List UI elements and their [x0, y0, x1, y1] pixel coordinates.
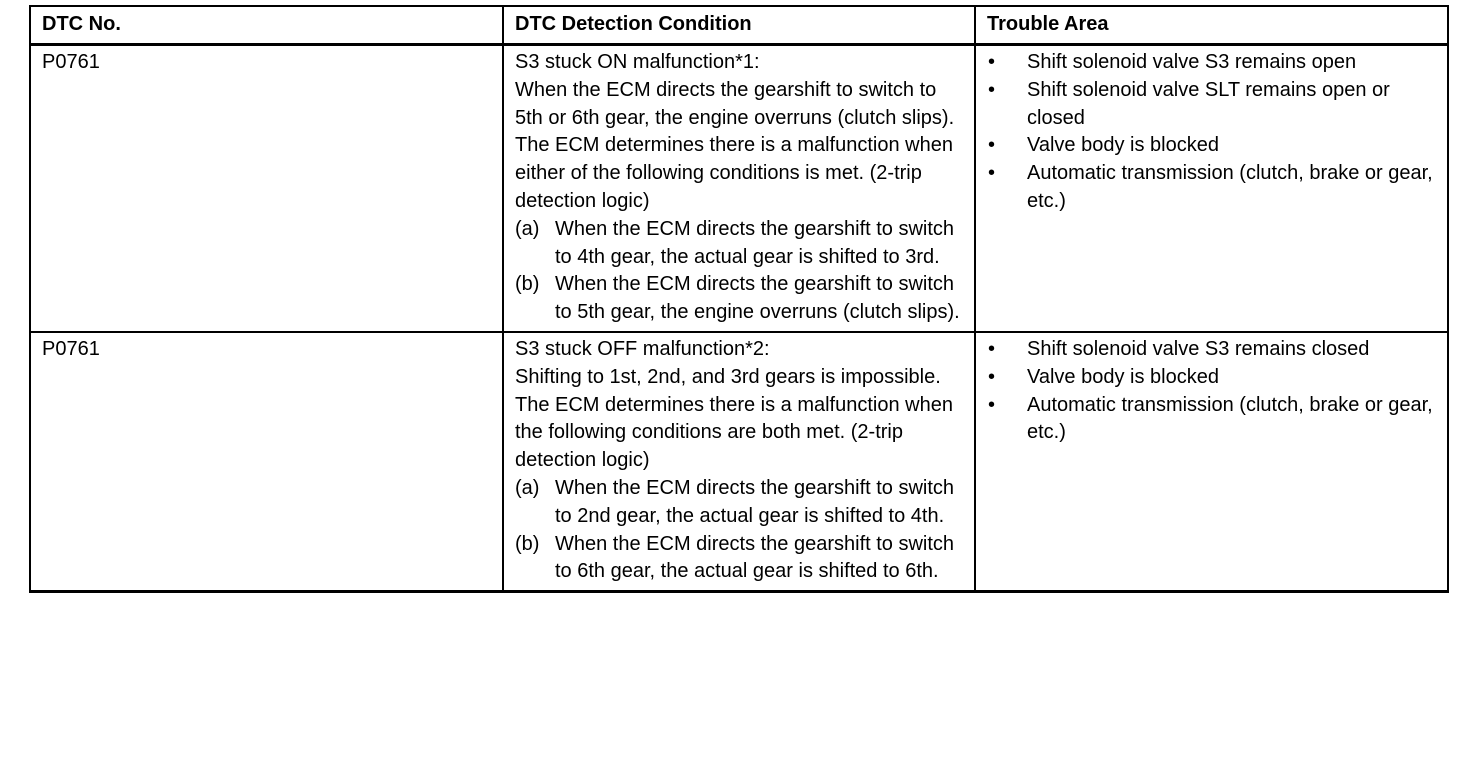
trouble-item-text: Shift solenoid valve SLT remains open or closed — [1027, 78, 1390, 129]
condition-cell — [503, 45, 975, 332]
list-item — [987, 77, 1437, 133]
table-header — [30, 6, 1448, 45]
trouble-item-text: Valve body is blocked — [1027, 134, 1219, 157]
condition-title: S3 stuck ON malfunction*1: — [515, 51, 760, 73]
sub-item-marker: (a) — [515, 476, 540, 499]
trouble-item-text: Shift solenoid valve S3 remains open — [1027, 51, 1357, 73]
condition-text: When the ECM directs the gearshift to switch to 5th or 6th gear, the engine overruns (clutch slips). — [515, 78, 955, 129]
bullet-icon: • — [988, 162, 996, 185]
list-item — [987, 160, 1437, 216]
bullet-icon: • — [988, 365, 996, 388]
dtc-table — [29, 5, 1449, 593]
trouble-item-text: Valve body is blocked — [1027, 365, 1219, 388]
trouble-item-text: Automatic transmission (clutch, brake or gear, etc.) — [1027, 162, 1433, 212]
bullet-icon: • — [988, 134, 996, 157]
list-item — [987, 364, 1437, 392]
header-detection-condition: DTC Detection Condition — [503, 6, 975, 45]
list-item — [987, 392, 1437, 448]
bullet-icon: • — [988, 337, 996, 360]
condition-sub-item — [515, 271, 964, 327]
list-item — [987, 49, 1437, 77]
condition-text: The ECM determines there is a malfunction when either of the following conditions is met. (2-trip detection logic) — [515, 134, 953, 212]
bullet-icon: • — [988, 78, 996, 101]
bullet-icon: • — [988, 393, 996, 416]
dtc-cell: P0761 — [30, 332, 503, 592]
trouble-area-cell — [975, 332, 1448, 592]
table-body — [30, 45, 1448, 592]
list-item — [987, 132, 1437, 160]
list-item — [987, 336, 1437, 364]
condition-sub-item — [515, 475, 964, 531]
condition-title: S3 stuck OFF malfunction*2: — [515, 337, 770, 360]
sub-item-marker: (a) — [515, 217, 540, 240]
condition-text: Shifting to 1st, 2nd, and 3rd gears is impossible. — [515, 365, 941, 388]
sub-item-text: When the ECM directs the gearshift to switch to 4th gear, the actual gear is shifted to 3rd. — [555, 217, 955, 268]
sub-item-text: When the ECM directs the gearshift to switch to 5th gear, the engine overruns (clutch slips). — [555, 273, 960, 324]
condition-text: The ECM determines there is a malfunction when the following conditions are both met. (2-trip detection logic) — [515, 393, 953, 472]
header-dtc-no: DTC No. — [30, 6, 503, 45]
sub-item-text: When the ECM directs the gearshift to switch to 6th gear, the actual gear is shifted to 6th. — [555, 532, 955, 583]
table-row — [30, 332, 1448, 592]
header-trouble-area: Trouble Area — [975, 6, 1448, 45]
trouble-item-text: Shift solenoid valve S3 remains closed — [1027, 337, 1370, 360]
sub-item-marker: (b) — [515, 273, 540, 296]
trouble-area-cell — [975, 45, 1448, 332]
trouble-item-text: Automatic transmission (clutch, brake or gear, etc.) — [1027, 393, 1433, 444]
condition-sub-item — [515, 531, 964, 587]
sub-item-marker: (b) — [515, 532, 540, 555]
bullet-icon: • — [988, 51, 996, 73]
trouble-list — [987, 336, 1437, 447]
dtc-cell: P0761 — [30, 45, 503, 332]
condition-sub-item — [515, 216, 964, 272]
condition-cell — [503, 332, 975, 592]
table-row — [30, 45, 1448, 332]
sub-item-text: When the ECM directs the gearshift to switch to 2nd gear, the actual gear is shifted to 4th. — [555, 476, 955, 527]
trouble-list — [987, 49, 1437, 216]
header-row — [30, 6, 1448, 45]
